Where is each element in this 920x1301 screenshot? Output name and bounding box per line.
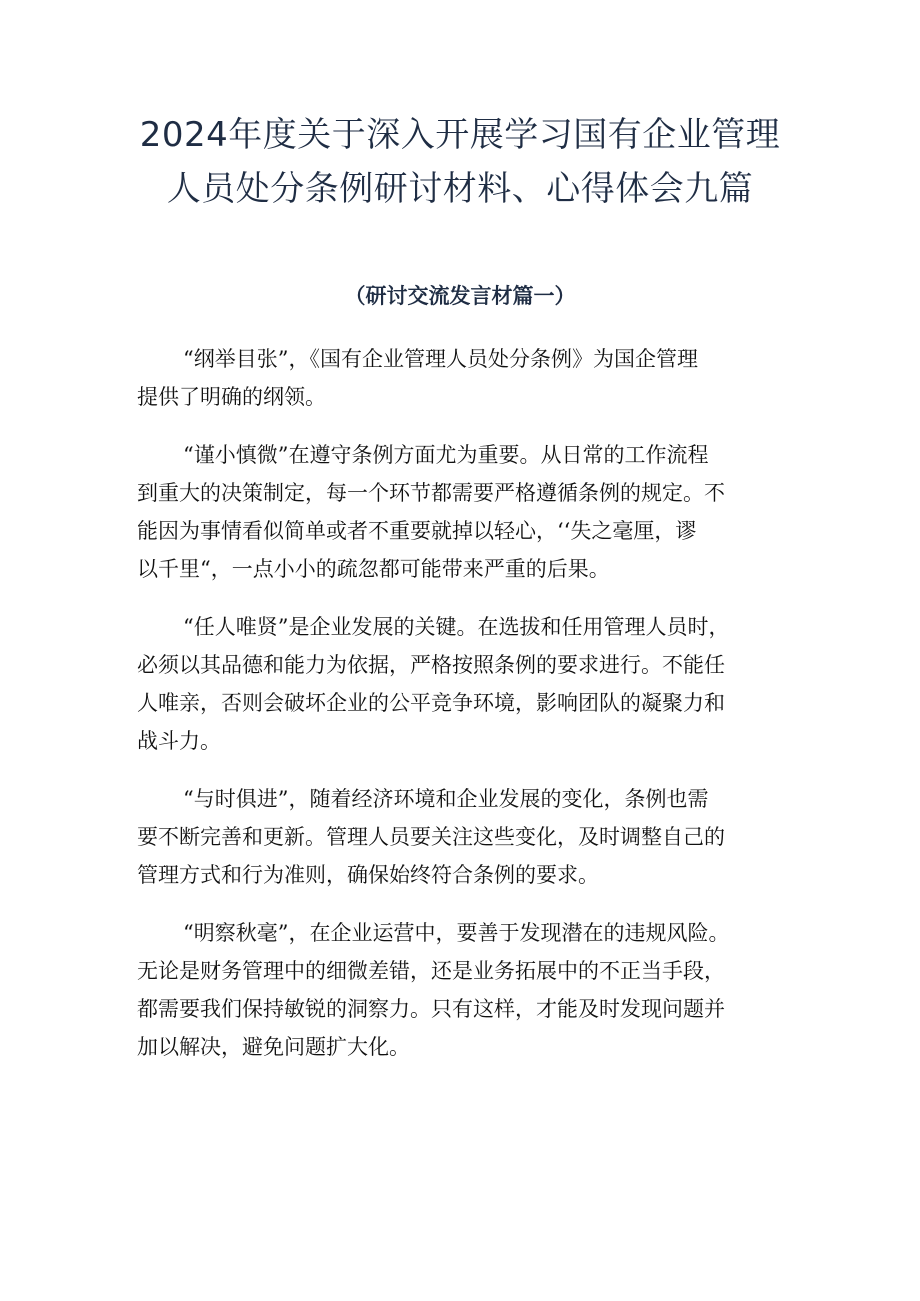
section-heading: （研讨交流发言材篇一） [344,283,576,308]
paragraph-line: 提供了明确的纲领。 [137,385,326,409]
paragraph-line: “任人唯贤”是企业发展的关键。在选拔和任用管理人员时， [183,615,730,639]
document-body [137,340,797,1086]
paragraph [137,914,797,1066]
paragraph-line: “与时俱进”，随着经济环境和企业发展的变化，条例也需 [183,787,709,811]
paragraph-line: 以千里“，一点小小的疏忽都可能带来严重的后果。 [137,557,610,581]
title-line-1: 2024年度关于深入开展学习国有企业管理 [139,115,781,155]
paragraph-line: “纲举目张”，《国有企业管理人员处分条例》为国企管理 [183,347,698,371]
paragraph-line: 都需要我们保持敏锐的洞察力。只有这样，才能及时发现问题并 [137,997,725,1021]
paragraph-line: 必须以其品德和能力为依据，严格按照条例的要求进行。不能任 [137,653,725,677]
paragraph-line: 到重大的决策制定，每一个环节都需要严格遵循条例的规定。不 [137,481,725,505]
paragraph [137,340,797,416]
title-line-2: 人员处分条例研讨材料、心得体会九篇 [166,169,754,209]
paragraph-line: 能因为事情看似简单或者不重要就掉以轻心，‘‘失之毫厘，谬 [137,519,697,543]
page-title [0,108,920,216]
paragraph-line: 加以解决，避免问题扩大化。 [137,1035,410,1059]
paragraph [137,608,797,760]
paragraph [137,780,797,894]
paragraph-line: 要不断完善和更新。管理人员要关注这些变化，及时调整自己的 [137,825,725,849]
paragraph-line: 管理方式和行为准则，确保始终符合条例的要求。 [137,863,599,887]
paragraph [137,436,797,588]
paragraph-line: “谨小慎微”在遵守条例方面尤为重要。从日常的工作流程 [183,443,709,467]
paragraph-line: 战斗力。 [137,729,221,753]
paragraph-line: “明察秋毫”，在企业运营中，要善于发现潜在的违规风险。 [183,921,730,945]
paragraph-line: 无论是财务管理中的细微差错，还是业务拓展中的不正当手段， [137,959,725,983]
paragraph-line: 人唯亲，否则会破坏企业的公平竞争环境，影响团队的凝聚力和 [137,691,725,715]
